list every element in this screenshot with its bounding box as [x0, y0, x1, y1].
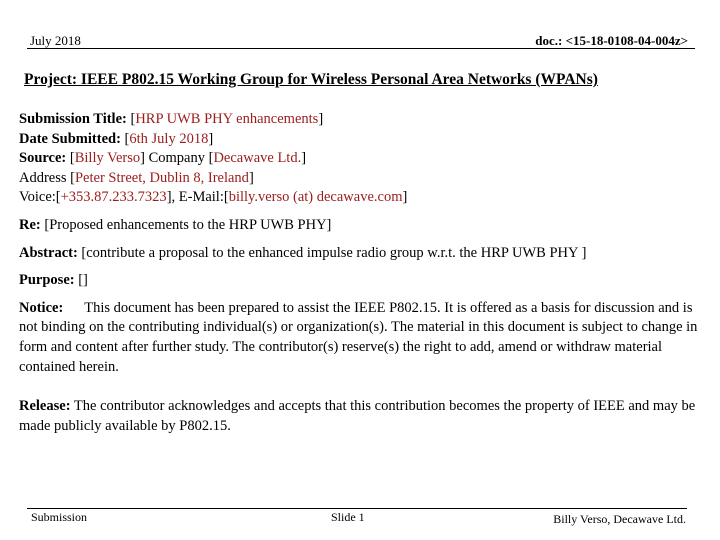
bracket-close: ]: [402, 189, 408, 206]
bracket-close: ]: [208, 130, 214, 147]
bracket-open: [: [69, 150, 75, 167]
voice-value: +353.87.233.7323: [60, 189, 167, 206]
date-submitted-value: 6th July 2018: [129, 130, 209, 147]
re-label: Re:: [19, 216, 41, 233]
abstract-value: [contribute a proposal to the enhanced impulse radio group w.r.t. the HRP UWB PHY ]: [81, 244, 587, 261]
bracket-open: [: [130, 111, 136, 127]
abstract-label: Abstract:: [19, 244, 78, 261]
address-label: Address [: [19, 169, 75, 186]
voice-line: [19, 188, 703, 208]
voice-label: Voice:[: [19, 189, 61, 206]
abstract-line: [19, 244, 703, 264]
project-title: Project: IEEE P802.15 Working Group for Wireless Personal Area Networks (WPANs): [24, 71, 598, 88]
bracket-close: ]: [301, 150, 307, 167]
source-name: Billy Verso: [74, 150, 141, 167]
email-label: ], E-Mail:[: [166, 189, 229, 206]
source-label: Source:: [19, 150, 67, 167]
date-submitted-line: [19, 130, 703, 150]
submission-title-label: Submission Title:: [19, 111, 127, 127]
header-rule: [27, 48, 695, 49]
re-line: [19, 216, 703, 236]
bracket-close: ]: [318, 111, 324, 127]
notice-text: This document has been prepared to assist the IEEE P802.15. It is offered as a basis for discussion and is not binding on the contributing individual(s) or organization(s). The material in this document is subject to change in form and content after further study. The contributor(s) reserve(s) the right to add, amend or withdraw material contained herein.: [19, 299, 698, 375]
document-body: [19, 110, 703, 436]
address-value: Peter Street, Dublin 8, Ireland: [74, 169, 249, 186]
header-date: July 2018: [30, 33, 81, 48]
date-submitted-label: Date Submitted:: [19, 130, 121, 147]
email-value: billy.verso (at) decawave.com: [228, 189, 403, 206]
company-label: Company [: [148, 150, 214, 167]
footer-slide-number: Slide 1: [331, 510, 365, 524]
release-text: The contributor acknowledges and accepts that this contribution becomes the property of IEEE and may be made publicly available by P802.15.: [19, 398, 696, 434]
purpose-value: []: [78, 272, 88, 289]
release-paragraph: [19, 397, 703, 436]
bracket-open: [: [124, 130, 130, 147]
footer-author: Billy Verso, Decawave Ltd.: [553, 512, 686, 526]
release-label: Release:: [19, 398, 71, 415]
address-line: [19, 169, 703, 189]
notice-paragraph: [19, 299, 703, 377]
notice-label: Notice:: [19, 299, 64, 316]
bracket-close: ]: [140, 150, 145, 167]
company-name: Decawave Ltd.: [213, 150, 302, 167]
bracket-close: ]: [248, 169, 254, 186]
footer-rule: [27, 508, 687, 509]
submission-title-value: HRP UWB PHY enhancements: [135, 111, 319, 127]
purpose-line: [19, 271, 703, 291]
footer-submission: Submission: [31, 510, 88, 524]
purpose-label: Purpose:: [19, 272, 75, 289]
header-doc-id: doc.: <15-18-0108-04-004z>: [535, 33, 688, 48]
re-value: [Proposed enhancements to the HRP UWB PHY]: [44, 216, 332, 233]
submission-title-line: [19, 110, 703, 130]
source-line: [19, 149, 703, 169]
